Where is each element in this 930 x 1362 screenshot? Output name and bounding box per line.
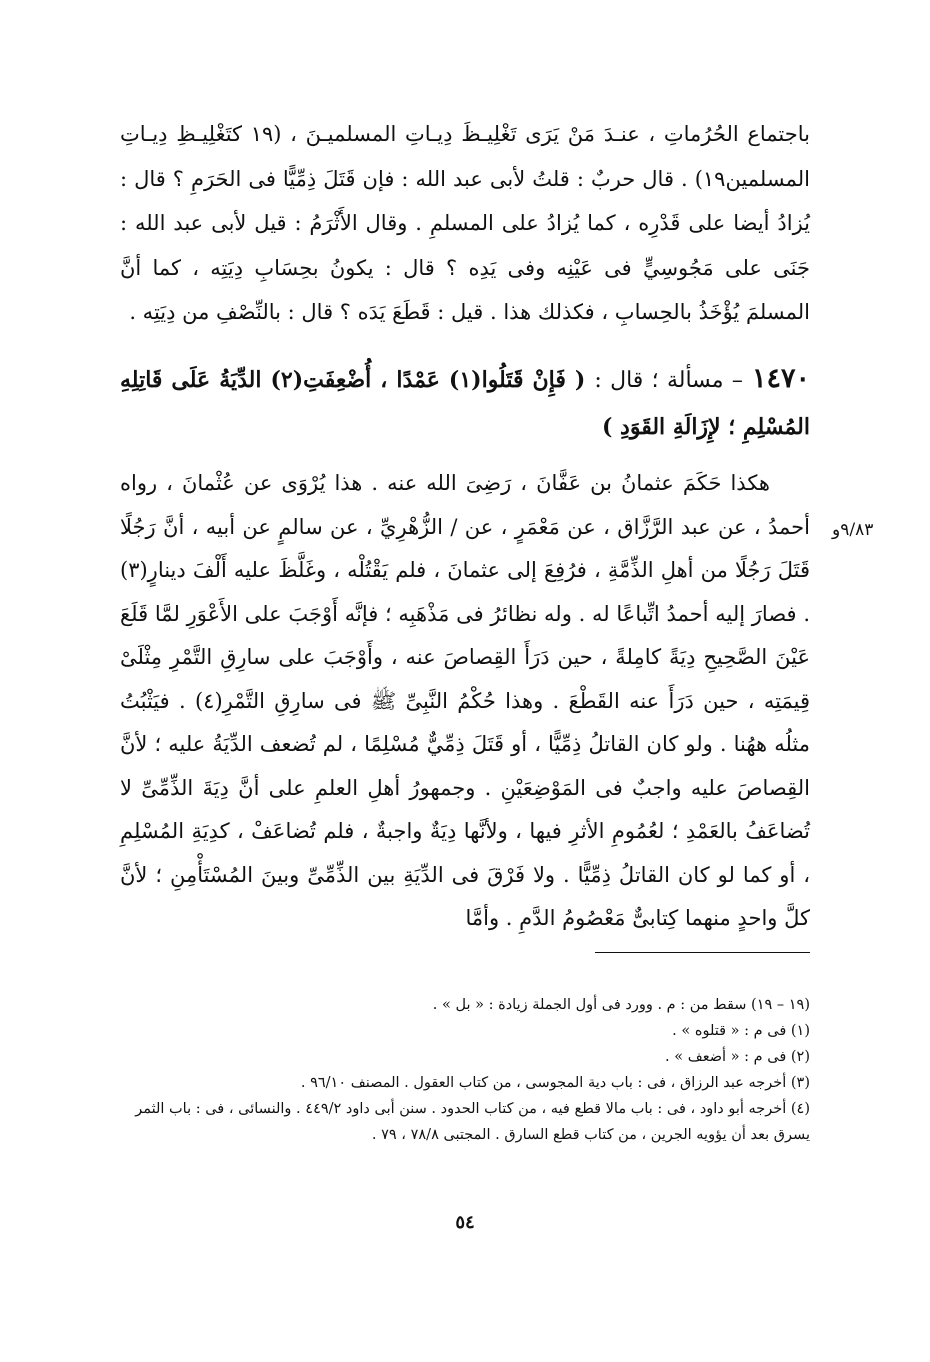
body-paragraph-main (120, 462, 810, 941)
footnote: (٤) أخرجه أبو داود ، فى : باب مالا قطع فيه ، من كتاب الحدود . سنن أبى داود ٤٤٩/٢ . والنسائى ، فى : باب الثمر يسرق بعد أن يؤويه الجرين ، من كتاب قطع السارق . المجتبى ٧٨/٨ ، ٧٩ . (135, 1101, 810, 1143)
issue-label: – مسألة ؛ قال : (594, 368, 743, 393)
issue-text: ( فَإِنْ قَتَلُوا(١) عَمْدًا ، أُضْعِفَتِ(٢) الدِّيَةُ عَلَى قَاتِلِهِ المُسْلِمِ ؛ لإِزَالَةِ القَوَدِ ) (120, 367, 810, 440)
issue-number: ١٤٧٠ (751, 363, 810, 394)
issue-heading (120, 356, 810, 450)
footnotes (120, 992, 810, 1148)
footnote: (١) فى م : « قتلوه » . (672, 1023, 810, 1039)
body-paragraph-top: باجتماع الحُرُماتِ ، عنـدَ مَنْ يَرَى تَغْلِيـظَ دِيـاتِ المسلميـنَ ، (١٩ كتَغْلِيـظِ دِيـاتِ المسلمين١٩) . قال حربٌ : قلتُ لأبى عبد الله : فإن قَتَلَ ذِمِّيًّا فى الحَرَمِ ؟ قال : يُزادُ أيضا على قَدْرِه ، كما يُزادُ على المسلمِ . وقال الأَثْرَمُ : قيل لأبى عبد الله : جَنَى على مَجُوسِيٍّ فى عَيْنِه وفى يَدِه ؟ قال : يكونُ بحِسَابِ دِيَتِه ، كما أنَّ المسلمَ يُؤْخَذُ بالحِسابِ ، فكذلك هذا . قيل : قَطَعَ يَدَه ؟ قال : بالنِّصْفِ من دِيَتِه . (120, 122, 810, 324)
footnote: (٣) أخرجه عبد الرزاق ، فى : باب دية المجوسى ، من كتاب العقول . المصنف ٩٦/١٠ . (300, 1075, 810, 1091)
footnote: (١٩ – ١٩) سقط من : م . وورد فى أول الجملة زيادة : « بل » . (432, 997, 810, 1013)
footnote: (٢) فى م : « أضعف » . (665, 1049, 810, 1065)
page-number: ٥٤ (455, 1212, 475, 1233)
manuscript-folio-note: ٩/٨٣و (832, 520, 874, 540)
body-paragraph-main-text: هكذا حَكَمَ عثمانُ بن عَفَّانَ ، رَضِىَ الله عنه . هذا يُرْوَى عن عُثْمانَ ، رواه أحمدُ ، عن عبد الرَّزَّاق ، عن مَعْمَرٍ ، عن / الزُّهْرِيِّ ، عن سالمٍ عن أبيه ، أنَّ رَجُلًا قَتَلَ رَجُلًا من أهلِ الذِّمَّةِ ، فرُفِعَ إلى عثمانَ ، فلم يَقْتُلْه ، وغَلَّظَ عليه أَلْفَ دينارٍ(٣) . فصارَ إليه أحمدُ اتِّباعًا له . وله نظائرُ فى مَذْهَبِه ؛ فإنَّه أَوْجَبَ على الأَعْوَرِ لمَّا قَلَعَ عَيْنَ الصَّحِيحِ دِيَةً كامِلةً ، حين دَرَأَ القِصاصَ عنه ، وأَوْجَبَ على سارِقِ التَّمْرِ مِثْلَىْ قِيمَتِه ، حين دَرَأَ عنه القَطْعَ . وهذا حُكْمُ النَّبِىِّ ﷺ فى سارِقِ التَّمْرِ(٤) . فيَثْبُتُ مثلُه ههُنا . ولو كان القاتلُ ذِمِّيًّا ، أو قَتَلَ ذِمِّيٌّ مُسْلِمًا ، لم تُضعف الدِّيَةُ عليه ؛ لأنَّ القِصاصَ عليه واجبٌ فى المَوْضِعَيْنِ . وجمهورُ أهلِ العلمِ على أنَّ دِيَةَ الذِّمِّىِّ لا تُضاعَفُ بالعَمْدِ ؛ لعُمُومِ الأثرِ فيها ، ولأنَّها دِيَةٌ واجبةٌ ، فلم تُضاعَفْ ، كدِيَةِ المُسْلِمِ ، أو كما لو كان القاتلُ ذِمِّيًّا . ولا فَرْقَ فى الدِّيَةِ بين الذِّمِّىِّ وبينَ المُسْتَأْمِنِ ؛ لأنَّ كلَّ واحدٍ منهما كِتابىٌّ مَعْصُومُ الدَّمِ . وأمَّا (120, 471, 810, 930)
footnote-separator (595, 952, 810, 953)
